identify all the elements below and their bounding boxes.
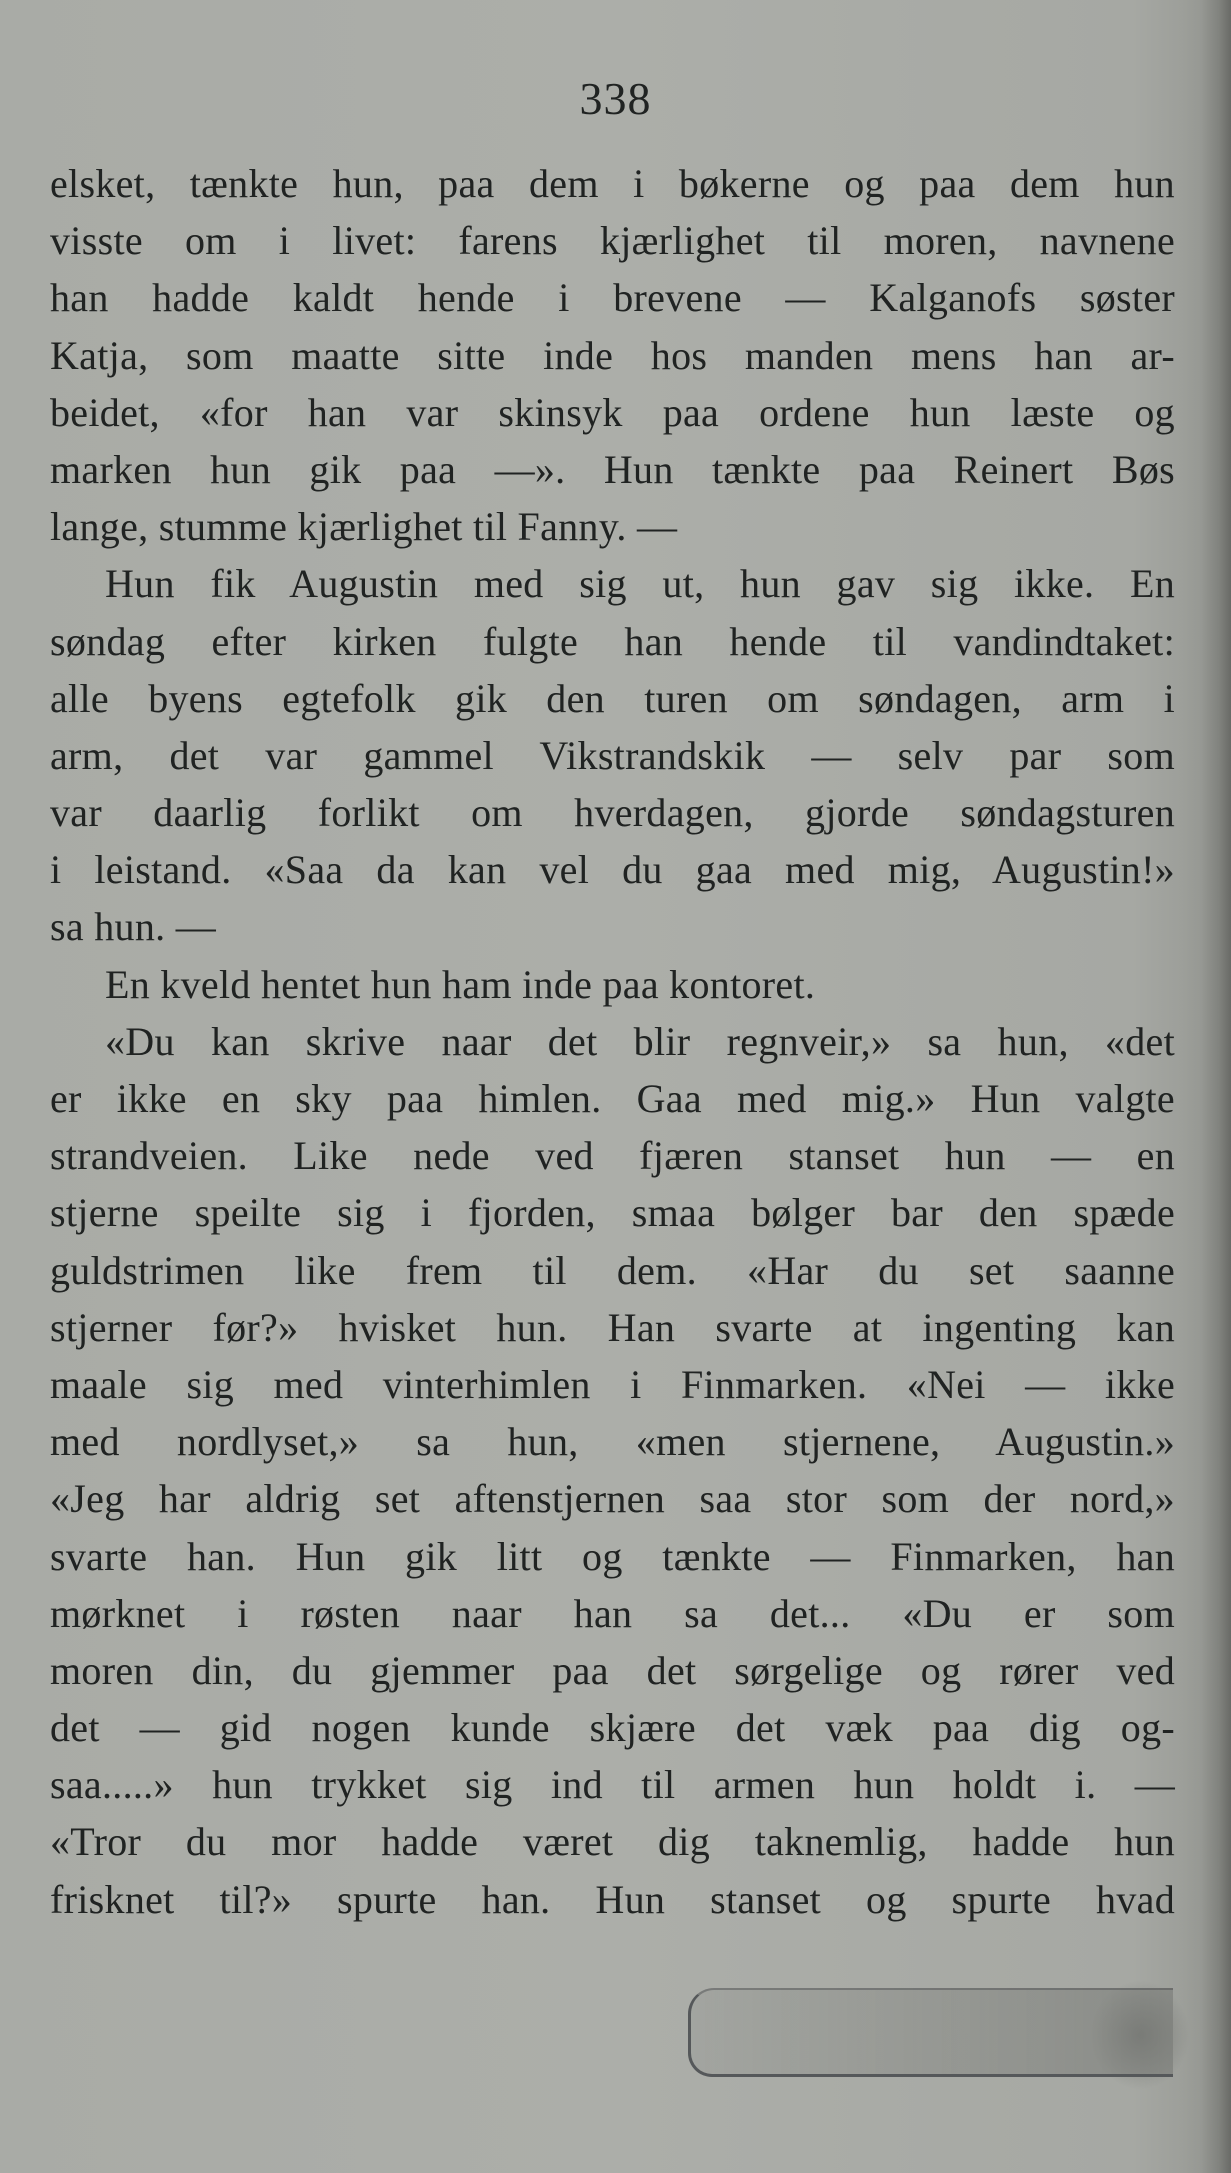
- library-stamp-box: [688, 1988, 1173, 2077]
- text-line: stjerner før?» hvisket hun. Han svarte at ingenting kan: [50, 1304, 1175, 1350]
- text-line: alle byens egtefolk gik den turen om søndagen, arm i: [50, 675, 1175, 721]
- text-line: guldstrimen like frem til dem. «Har du set saanne: [50, 1247, 1175, 1293]
- text-line: med nordlyset,» sa hun, «men stjernene, Augustin.»: [50, 1419, 1175, 1465]
- text-line: visste om i livet: farens kjærlighet til moren, navnene: [50, 218, 1175, 264]
- text-line: Katja, som maatte sitte inde hos manden mens han ar-: [50, 332, 1175, 378]
- page-edge-shadow: [1201, 0, 1231, 2173]
- text-line: var daarlig forlikt om hverdagen, gjorde søndagsturen: [50, 790, 1175, 836]
- text-line: søndag efter kirken fulgte han hende til vandindtaket:: [50, 618, 1175, 664]
- text-line: i leistand. «Saa da kan vel du gaa med mig, Augustin!»: [50, 847, 1175, 893]
- text-line: marken hun gik paa —». Hun tænkte paa Reinert Bøs: [50, 446, 1175, 492]
- text-line: er ikke en sky paa himlen. Gaa med mig.» Hun valgte: [50, 1076, 1175, 1121]
- text-line: det — gid nogen kunde skjære det væk paa dig og-: [50, 1705, 1175, 1751]
- text-line: elsket, tænkte hun, paa dem i bøkerne og paa dem hun: [50, 161, 1175, 206]
- text-line: strandveien. Like nede ved fjæren stanset hun — en: [50, 1133, 1175, 1179]
- text-line: saa.....» hun trykket sig ind til armen hun holdt i. —: [50, 1762, 1175, 1808]
- text-line: «Jeg har aldrig set aftenstjernen saa stor som der nord,»: [50, 1476, 1175, 1522]
- text-line: moren din, du gjemmer paa det sørgelige og rører ved: [50, 1647, 1175, 1693]
- text-line: En kveld hentet hun ham inde paa kontoret.: [105, 961, 816, 1007]
- text-line: Hun fik Augustin med sig ut, hun gav sig ikke. En: [105, 561, 1175, 607]
- text-line: lange, stumme kjærlighet til Fanny. —: [50, 504, 678, 550]
- page-number: 338: [579, 73, 652, 124]
- text-line: frisknet til?» spurte han. Hun stanset og spurte hvad: [50, 1876, 1175, 1922]
- text-line: arm, det var gammel Vikstrandskik — selv par som: [50, 732, 1175, 778]
- text-line: sa hun. —: [50, 904, 217, 950]
- text-line: «Tror du mor hadde været dig taknemlig, hadde hun: [50, 1819, 1175, 1865]
- text-line: svarte han. Hun gik litt og tænkte — Finmarken, han: [50, 1533, 1175, 1579]
- body-text: [50, 155, 1175, 1928]
- text-line: maale sig med vinterhimlen i Finmarken. «Nei — ikke: [50, 1361, 1175, 1407]
- text-line: beidet, «for han var skinsyk paa ordene hun læste og: [50, 389, 1175, 435]
- text-line: stjerne speilte sig i fjorden, smaa bølger bar den spæde: [50, 1190, 1175, 1236]
- text-line: han hadde kaldt hende i brevene — Kalganofs søster: [50, 275, 1175, 321]
- text-line: «Du kan skrive naar det blir regnveir,» sa hun, «det: [105, 1018, 1175, 1064]
- text-line: mørknet i røsten naar han sa det... «Du er som: [50, 1590, 1175, 1636]
